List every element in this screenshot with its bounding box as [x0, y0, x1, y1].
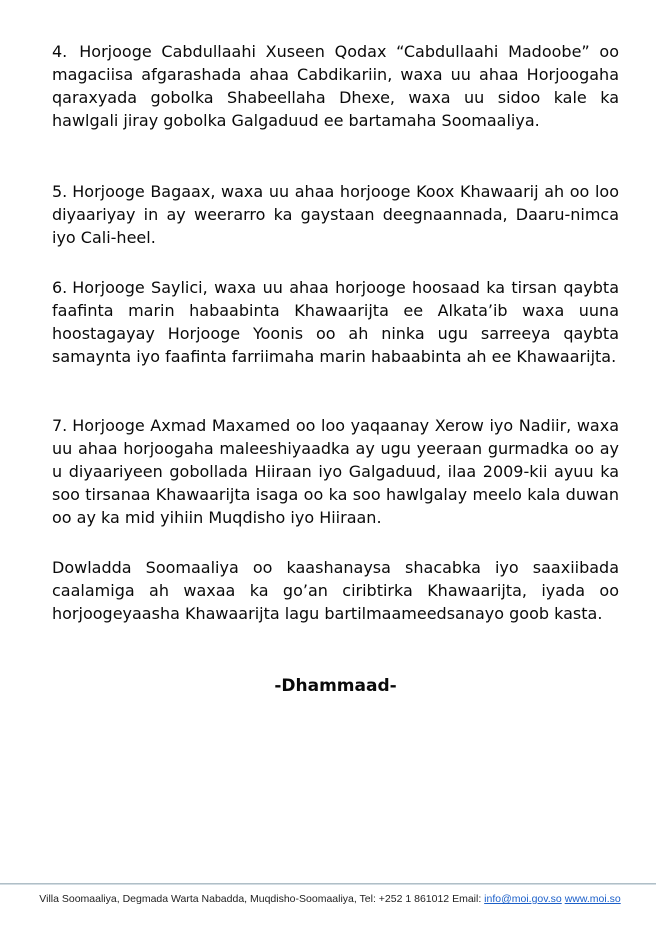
footer-website-link[interactable]: www.moi.so	[564, 893, 621, 905]
paragraph-text: Horjooge Axmad Maxamed oo loo yaqaanay Xerow iyo Nadiir, waxa uu ahaa horjoogaha maleeshiyaadka ay ugu yeeraan gurmadka oo ay u diyaariyeen gobollada Hiiraan iyo Galgaduud, ilaa 2009-kii ayuu ka soo tirsanaa Khawaarijta isaga oo ka soo hawlgalay meelo kala duwan oo ay ka mid yihiin Muqdisho iyo Hiiraan.	[52, 416, 619, 527]
numbered-paragraph-4	[52, 40, 619, 132]
numbered-paragraph-7	[52, 414, 619, 529]
footer-address: Villa Soomaaliya, Degmada Warta Nabadda, Muqdisho-Soomaaliya, Tel: +252 1 861012 Email:	[39, 893, 482, 905]
paragraph-text: Horjooge Bagaax, waxa uu ahaa horjooge Koox Khawaarij ah oo loo diyaariyay in ay weerarro ka gaystaan deegnaannada, Daaru-nimca iyo Cali-heel.	[52, 182, 619, 247]
closing-paragraph: Dowladda Soomaaliya oo kaashanaysa shacabka iyo saaxiibada caalamiga ah waxaa ka go’an ciribtirka Khawaarijta, iyada oo horjoogeyaasha Khawaarijta lagu bartilmaameedsanayo goob kasta.	[52, 558, 619, 623]
footer-divider	[0, 883, 656, 885]
footer-email-link[interactable]: info@moi.gov.so	[484, 893, 562, 905]
end-marker: -Dhammaad-	[274, 676, 397, 696]
numbered-paragraph-5	[52, 180, 619, 249]
footer	[0, 892, 660, 906]
paragraph-number: 4.	[52, 42, 68, 61]
paragraph-text: Horjooge Cabdullaahi Xuseen Qodax “Cabdullaahi Madoobe” oo magaciisa afgarashada ahaa Cabdikariin, waxa uu ahaa Horjoogaha qaraxyada gobolka Shabeellaha Dhexe, waxa uu sidoo kale ka hawlgali jiray gobolka Galgaduud ee bartamaha Soomaaliya.	[52, 42, 619, 130]
paragraph-text: Horjooge Saylici, waxa uu ahaa horjooge hoosaad ka tirsan qaybta faafinta marin habaabinta Khawaarijta ee Alkata’ib waxa uuna hoostagayay Horjooge Yoonis oo ah ninka ugu sarreeya qaybta samaynta iyo faafinta farriimaha marin habaabinta ah ee Khawaarijta.	[52, 278, 619, 366]
paragraph-number: 6.	[52, 278, 68, 297]
paragraph-number: 7.	[52, 416, 68, 435]
document-body	[52, 40, 619, 698]
paragraph-number: 5.	[52, 182, 68, 201]
numbered-paragraph-6	[52, 276, 619, 368]
